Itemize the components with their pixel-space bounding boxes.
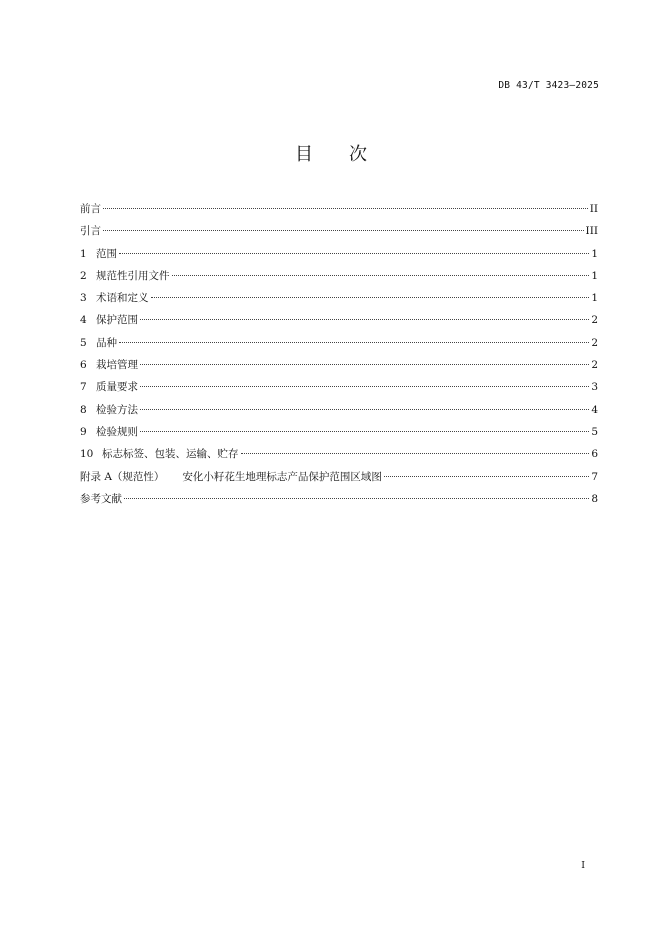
toc-entry-label: 范围 [96, 247, 117, 260]
toc-leader-dots [124, 498, 589, 499]
toc-leader-dots [172, 275, 590, 276]
toc-entry-marking-packaging[interactable] [80, 445, 598, 467]
toc-entry-bibliography[interactable] [80, 490, 598, 512]
toc-entry-terms-definitions[interactable] [80, 289, 598, 311]
toc-leader-dots [140, 319, 589, 320]
toc-leader-dots [151, 297, 590, 298]
toc-leader-dots [103, 208, 588, 209]
toc-entry-label: 栽培管理 [96, 359, 138, 372]
toc-entry-number: 8 [80, 403, 87, 416]
toc-entry-page: 1 [591, 269, 598, 282]
toc-entry-label: 参考文献 [80, 492, 122, 505]
toc-title [0, 140, 662, 166]
toc-leader-dots [119, 253, 589, 254]
toc-entry-label: 保护范围 [96, 314, 138, 327]
toc-entry-label: 检验规则 [96, 425, 138, 438]
toc-entry-number: 5 [80, 336, 87, 349]
toc-entry-number: 7 [80, 381, 87, 394]
toc-leader-dots [241, 453, 590, 454]
toc-entry-number: 2 [80, 269, 87, 282]
toc-leader-dots [384, 476, 589, 477]
toc-entry-label: 引言 [80, 225, 101, 238]
toc-entry-label: 质量要求 [96, 381, 138, 394]
toc-entry-page: 2 [591, 314, 598, 327]
toc-title-char-1: 目 [295, 144, 313, 165]
toc-entry-number: 1 [80, 247, 87, 260]
toc-title-char-2: 次 [349, 144, 367, 165]
toc-entry-page: 4 [591, 403, 598, 416]
toc-leader-dots [140, 386, 589, 387]
toc-entry-label: 标志标签、包装、运输、贮存 [102, 448, 239, 461]
toc-entry-number: 3 [80, 292, 87, 305]
toc-entry-introduction[interactable] [80, 222, 598, 244]
toc-entry-page: 2 [591, 336, 598, 349]
toc-entry-quality-requirements[interactable] [80, 378, 598, 400]
toc-entry-label: 规范性引用文件 [96, 269, 170, 282]
toc-entry-normative-references[interactable] [80, 267, 598, 289]
toc-entry-page: 6 [591, 448, 598, 461]
toc-entry-scope[interactable] [80, 245, 598, 267]
toc-entry-page: 8 [591, 492, 598, 505]
toc-entry-page: 5 [591, 425, 598, 438]
toc-entry-label: 附录 A（规范性） [80, 470, 165, 483]
toc-entry-page: 1 [591, 247, 598, 260]
toc-leader-dots [103, 230, 584, 231]
toc-entry-number: 4 [80, 314, 87, 327]
toc-entry-label: 前言 [80, 203, 101, 215]
toc-entry-number: 9 [80, 425, 87, 438]
toc-entry-annex-a[interactable] [80, 468, 598, 490]
toc-entry-page: 7 [591, 470, 598, 483]
toc-entry-page: 1 [591, 292, 598, 305]
toc-leader-dots [140, 409, 589, 410]
toc-entry-page: II [589, 203, 598, 215]
toc-entry-label: 术语和定义 [96, 292, 149, 305]
toc-entry-page: III [585, 225, 598, 238]
toc-entry-number: 10 [80, 448, 94, 461]
toc-entry-foreword[interactable] [80, 200, 598, 222]
toc-leader-dots [140, 364, 589, 365]
toc-entry-label: 品种 [96, 336, 117, 349]
standard-code-header: DB 43/T 3423—2025 [498, 80, 599, 91]
toc-entry-page: 2 [591, 359, 598, 372]
toc-entry-inspection-rules[interactable] [80, 423, 598, 445]
page-number: I [581, 860, 585, 871]
toc-entry-cultivation[interactable] [80, 356, 598, 378]
toc-leader-dots [119, 342, 589, 343]
toc-entry-number: 6 [80, 359, 87, 372]
table-of-contents [80, 200, 598, 512]
toc-entry-protection-area[interactable] [80, 311, 598, 333]
toc-entry-test-methods[interactable] [80, 401, 598, 423]
toc-entry-page: 3 [591, 381, 598, 394]
toc-entry-subtitle: 安化小籽花生地理标志产品保护范围区域图 [182, 470, 382, 483]
toc-leader-dots [140, 431, 589, 432]
toc-entry-label: 检验方法 [96, 403, 138, 416]
toc-entry-variety[interactable] [80, 334, 598, 356]
